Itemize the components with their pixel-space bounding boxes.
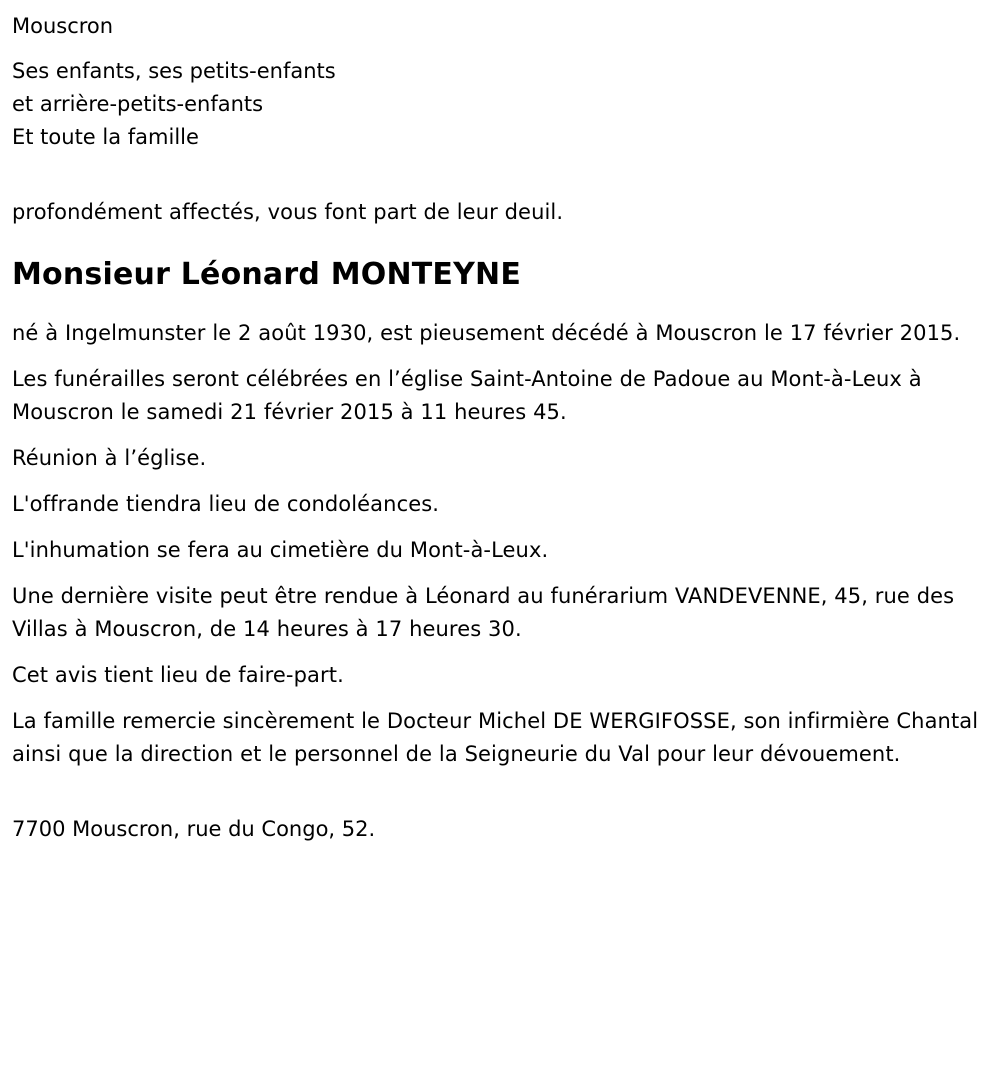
deceased-name: Monsieur Léonard MONTEYNE [12, 257, 522, 292]
paragraph-gathering: Réunion à l’église. [12, 446, 207, 470]
spacer-after-name [12, 293, 980, 317]
paragraph-thanks: La famille remercie sincèrement le Docteur Michel DE WERGIFOSSE, son infirmière Chantal ainsi que la direction et le personnel de la Seigneurie du Val pour leur dévouement. [12, 709, 979, 766]
paragraph-notice-statement: Cet avis tient lieu de faire-part. [12, 663, 344, 687]
paragraph-birth-death: né à Ingelmunster le 2 août 1930, est pieusement décédé à Mouscron le 17 février 2015. [12, 321, 961, 345]
paragraph-visitation: Une dernière visite peut être rendue à Léonard au funérarium VANDEVENNE, 45, rue des Villas à Mouscron, de 14 heures à 17 heures 30. [12, 584, 955, 641]
paragraph-spacer [12, 429, 980, 442]
paragraph-offering: L'offrande tiendra lieu de condoléances. [12, 492, 440, 516]
family-list-item: Ses enfants, ses petits-enfants [12, 59, 336, 83]
paragraph-spacer [12, 646, 980, 659]
spacer-before-name [12, 229, 980, 257]
family-list-item: et arrière-petits-enfants [12, 92, 264, 116]
paragraph-spacer [12, 475, 980, 488]
paragraph-spacer [12, 350, 980, 363]
family-list-item: Et toute la famille [12, 125, 199, 149]
address-line: 7700 Mouscron, rue du Congo, 52. [12, 817, 376, 841]
affliction-line: profondément affectés, vous font part de leur deuil. [12, 200, 564, 224]
paragraph-spacer [12, 567, 980, 580]
paragraph-spacer [12, 521, 980, 534]
blank-line-spacer [12, 154, 980, 196]
paragraph-spacer [12, 692, 980, 705]
family-list [12, 55, 980, 154]
paragraph-burial: L'inhumation se fera au cimetière du Mont-à-Leux. [12, 538, 549, 562]
blank-line-spacer [12, 771, 980, 813]
locality-line: Mouscron [12, 14, 114, 38]
paragraph-funeral-service: Les funérailles seront célébrées en l’église Saint-Antoine de Padoue au Mont-à-Leux à Mouscron le samedi 21 février 2015 à 11 heures 45. [12, 367, 922, 424]
